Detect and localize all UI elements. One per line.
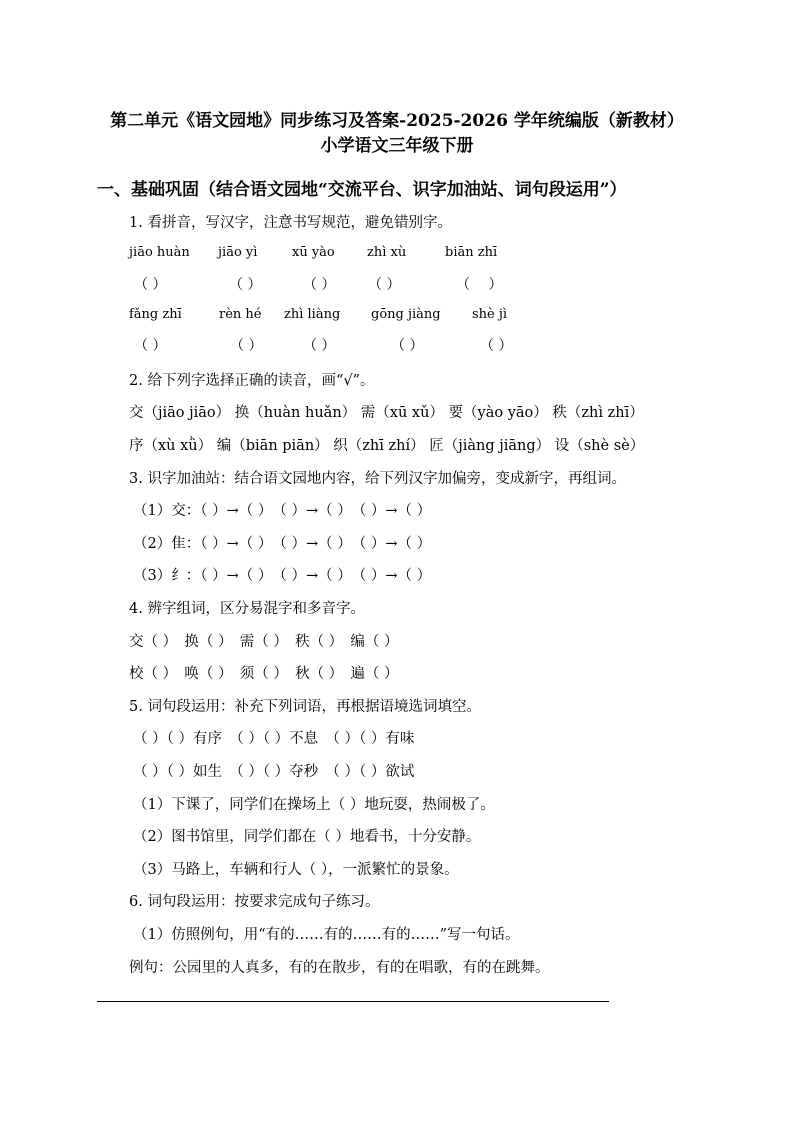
answer-blank[interactable]: （ ）: [134, 277, 167, 293]
question-5-words[interactable]: （ ）（ ）有序 （ ）（ ）不息 （ ）（ ）有味: [133, 731, 415, 747]
footnote-divider: [97, 1001, 609, 1002]
pinyin: jiāo yì: [218, 245, 258, 260]
pinyin: biān zhī: [445, 245, 498, 260]
pinyin: shè jì: [472, 307, 508, 322]
question-2-row[interactable]: 交（jiāo jiāo） 换（huàn huǎn） 需（xū xǔ） 要（yào yāo） 秩（zhì zhī）: [129, 405, 644, 421]
question-5-item[interactable]: （2）图书馆里，同学们都在（ ）地看书，十分安静。: [133, 829, 481, 845]
pinyin: jiāo huàn: [129, 245, 190, 260]
question-3-item[interactable]: （1）交：（ ）→（ ） （ ）→（ ） （ ）→（ ）: [133, 503, 432, 519]
question-5-item[interactable]: （3）马路上，车辆和行人（ ），一派繁忙的景象。: [133, 862, 459, 878]
question-4-row[interactable]: 校（ ） 唤（ ） 须（ ） 秋（ ） 遍（ ）: [129, 666, 399, 682]
answer-blank[interactable]: （ ）: [480, 338, 513, 354]
question-6-example: 例句：公园里的人真多，有的在散步，有的在唱歌，有的在跳舞。: [129, 960, 550, 976]
question-5-item[interactable]: （1）下课了，同学们在操场上（ ）地玩耍，热闹极了。: [133, 797, 495, 813]
question-6-prompt: 6. 词句段运用：按要求完成句子练习。: [129, 894, 380, 910]
question-3-item[interactable]: （2）隹：（ ）→（ ） （ ）→（ ） （ ）→（ ）: [133, 536, 432, 552]
question-6-item: （1）仿照例句，用“有的……有的……有的……”写一句话。: [133, 927, 520, 943]
question-4-row[interactable]: 交（ ） 换（ ） 需（ ） 秩（ ） 编（ ）: [129, 634, 399, 650]
question-1-prompt: 1. 看拼音，写汉字，注意书写规范，避免错别字。: [129, 215, 452, 231]
question-5-words[interactable]: （ ）（ ）如生 （ ）（ ）夺秒 （ ）（ ）欲试: [133, 764, 415, 780]
pinyin: rèn hé: [219, 307, 262, 322]
question-4-prompt: 4. 辨字组词，区分易混字和多音字。: [129, 601, 365, 617]
pinyin: gōng jiàng: [371, 307, 441, 322]
pinyin: xū yào: [292, 245, 335, 260]
section-heading: 一、基础巩固（结合语文园地“交流平台、识字加油站、词句段运用”）: [97, 180, 627, 200]
answer-blank[interactable]: （ ）: [368, 277, 401, 293]
question-5-prompt: 5. 词句段运用：补充下列词语，再根据语境选词填空。: [129, 699, 481, 715]
document-title: 第二单元《语文园地》同步练习及答案-2025-2026 学年统编版（新教材）: [110, 111, 684, 131]
answer-blank[interactable]: （ ）: [303, 277, 336, 293]
question-3-prompt: 3. 识字加油站：结合语文园地内容，给下列汉字加偏旁，变成新字，再组词。: [129, 471, 626, 487]
answer-blank[interactable]: （ ）: [230, 338, 263, 354]
question-2-prompt: 2. 给下列字选择正确的读音，画“√”。: [129, 373, 375, 389]
answer-blank[interactable]: （ ）: [229, 277, 262, 293]
question-3-item[interactable]: （3）纟：（ ）→（ ） （ ）→（ ） （ ）→（ ）: [133, 568, 432, 584]
answer-blank[interactable]: （ ）: [134, 338, 167, 354]
question-2-row[interactable]: 序（xù xǜ） 编（biān piān） 织（zhī zhí） 匠（jiàng jiāng） 设（shè sè）: [129, 438, 645, 454]
answer-blank[interactable]: （ ）: [303, 338, 336, 354]
pinyin: zhì xù: [367, 245, 407, 260]
pinyin: fǎng zhī: [129, 307, 182, 322]
answer-blank[interactable]: （ ）: [391, 338, 424, 354]
pinyin: zhì liàng: [284, 307, 341, 322]
document-subtitle: 小学语文三年级下册: [320, 136, 474, 156]
answer-blank[interactable]: （ ）: [456, 277, 503, 293]
